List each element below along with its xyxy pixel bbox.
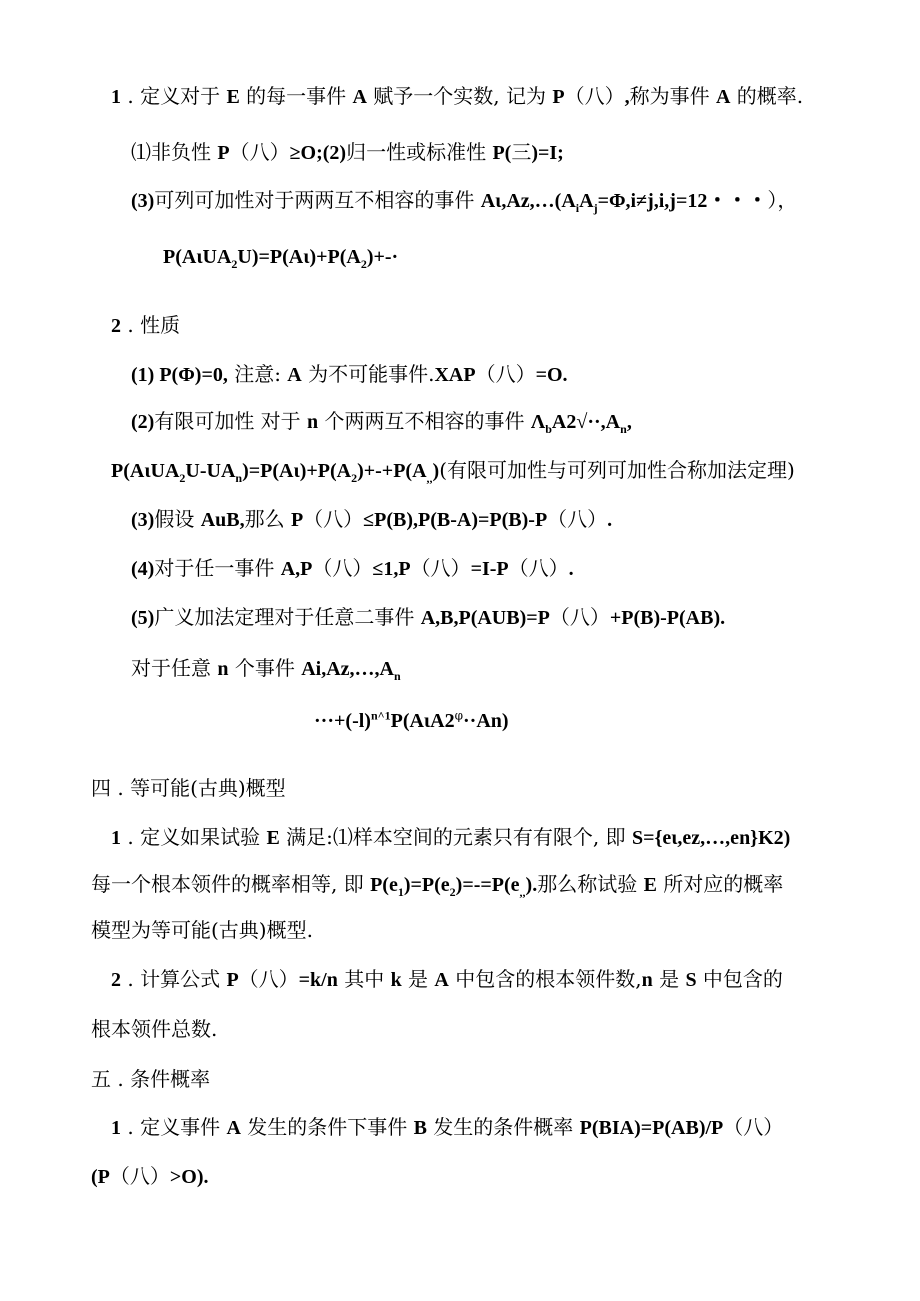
n-events-line: 对于任意 n 个事件 $Ai,Az,\dots,A_n$ [131, 656, 401, 683]
property-1: (1) P(Φ)=0, 注意: A 为不可能事件.XAP（八）=O. [131, 362, 568, 386]
classical-formula: 2 . 计算公式 P（八）=k/n 其中 k 是 A 中包含的根本领件数,n 是 S 中包含的 [111, 967, 783, 991]
classical-formula-end: 根本领件总数. [91, 1017, 218, 1041]
section-heading-classical: 四 . 等可能(古典)概型 [91, 776, 286, 800]
formula-inclusion-exclusion: $\cdot\cdot\cdot+(-l)^{n\^{}1}P(A\iota A2^\varphi\cdot\cdot An)$ [314, 708, 509, 732]
classical-definition-cont: 每一个根本领件的概率相等, 即 $P(e_1)=P(e_2)=-=P(e_{,,})$.那么称试验 E 所对应的概率 [91, 872, 784, 899]
property-5: (5)广义加法定理对于任意二事件 A,B,P(AUB)=P（八）+P(B)-P(AB). [131, 605, 726, 629]
section-heading-conditional: 五 . 条件概率 [91, 1067, 211, 1091]
classical-definition: 1 . 定义如果试验 E 满足:⑴样本空间的元素只有有限个, 即 S={eι,ez,…,en}K2) [111, 825, 791, 849]
property-3: (3)假设 AuB,那么 P（八）≤P(B),P(B-A)=P(B)-P（八）. [131, 507, 613, 531]
axiom-nonnegativity: ⑴非负性 P（八）≥O;(2)归一性或标准性 P(三)=I; [131, 140, 564, 164]
axiom-countable-additivity: (3)可列可加性对于两两互不相容的事件 $A\iota,Az,\dots(A_iA_j=\Phi,i\ne j,i,j=12$・・・）， [131, 188, 798, 215]
definition-line-1: 1 . 定义对于 E 的每一事件 A 赋予一个实数, 记为 P（八）,称为事件 A 的概率. [111, 84, 804, 108]
property-4: (4)对于任一事件 A,P（八）≤1,P（八）=I-P（八）. [131, 556, 574, 580]
conditional-definition-cont: (P（八）>O). [91, 1164, 209, 1188]
conditional-definition: 1 . 定义事件 A 发生的条件下事件 B 发生的条件概率 P(BIA)=P(AB)/P（八） [111, 1115, 784, 1139]
properties-heading: 2 . 性质 [111, 313, 181, 337]
property-2: (2)有限可加性 对于 n 个两两互不相容的事件 $\Lambda_bA2√\cdot\cdot,A_n$, [131, 409, 632, 436]
item-number: 1 [111, 86, 121, 108]
formula-countable-sum: $P(A\iota UA_2U)=P(A\iota)+P(A_2)+-\cdot$ [163, 246, 399, 271]
classical-definition-end: 模型为等可能(古典)概型. [91, 918, 313, 942]
formula-finite-sum: $P(A\iota UA_2U-UA_n)=P(A\iota)+P(A_2)+-+P(A_{,,})$(有限可加性与可列可加性合称加法定理) [111, 458, 795, 485]
